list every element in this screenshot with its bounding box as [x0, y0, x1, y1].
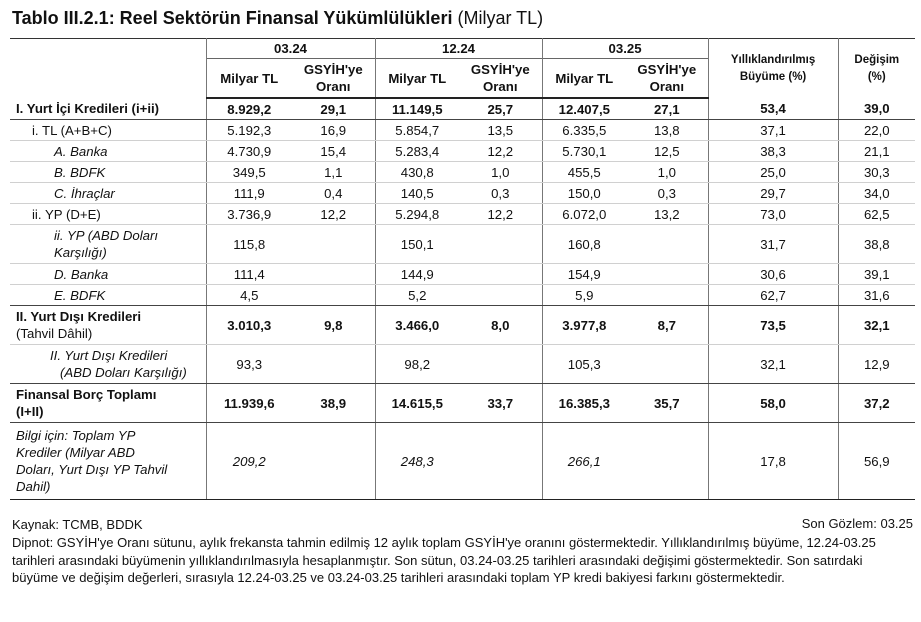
cell-gdp-1224: 1,0 — [459, 162, 542, 183]
cell-gdp-0325: 13,8 — [626, 120, 708, 141]
cell-tl-1224: 98,2 — [375, 345, 459, 384]
table-row — [10, 384, 915, 423]
header-tl-2: Milyar TL — [375, 59, 459, 99]
cell-tl-0324: 111,4 — [206, 264, 292, 285]
header-period-2: 12.24 — [375, 39, 542, 59]
cell-gdp-0324 — [292, 345, 375, 384]
cell-tl-0325: 455,5 — [542, 162, 626, 183]
table-row — [10, 120, 915, 141]
cell-gdp-0324: 29,1 — [292, 98, 375, 120]
cell-gdp-0324: 38,9 — [292, 384, 375, 423]
cell-tl-1224: 144,9 — [375, 264, 459, 285]
cell-growth: 30,6 — [708, 264, 838, 285]
cell-gdp-0324 — [292, 285, 375, 306]
cell-change: 34,0 — [838, 183, 915, 204]
row-label-line: (ABD Doları Karşılığı) — [60, 365, 187, 380]
table-row — [10, 98, 915, 120]
cell-change: 32,1 — [838, 306, 915, 345]
cell-gdp-1224 — [459, 423, 542, 500]
row-label-line: ii. YP (ABD Doları — [54, 228, 159, 243]
cell-gdp-0324 — [292, 225, 375, 264]
cell-growth: 17,8 — [708, 423, 838, 500]
table-row — [10, 345, 915, 384]
last-observation: Son Gözlem: 03.25 — [801, 516, 913, 531]
row-label: i. TL (A+B+C) — [10, 120, 206, 141]
row-label-line: (I+II) — [16, 404, 44, 419]
row-label-line: Finansal Borç Toplamı — [16, 387, 157, 402]
cell-tl-0325: 150,0 — [542, 183, 626, 204]
row-label: B. BDFK — [10, 162, 206, 183]
cell-tl-0324: 209,2 — [206, 423, 292, 500]
cell-tl-0324: 3.736,9 — [206, 204, 292, 225]
cell-gdp-0324: 1,1 — [292, 162, 375, 183]
cell-growth: 25,0 — [708, 162, 838, 183]
table-row — [10, 306, 915, 345]
cell-tl-1224: 5,2 — [375, 285, 459, 306]
cell-change: 39,0 — [838, 98, 915, 120]
cell-tl-0325: 6.335,5 — [542, 120, 626, 141]
cell-gdp-1224: 12,2 — [459, 141, 542, 162]
cell-tl-1224: 5.854,7 — [375, 120, 459, 141]
cell-tl-1224: 140,5 — [375, 183, 459, 204]
table-row — [10, 225, 915, 264]
cell-tl-1224: 248,3 — [375, 423, 459, 500]
cell-gdp-0325 — [626, 264, 708, 285]
row-label — [10, 345, 206, 384]
table-row — [10, 285, 915, 306]
row-label: C. İhraçlar — [10, 183, 206, 204]
cell-change: 22,0 — [838, 120, 915, 141]
cell-tl-0324: 115,8 — [206, 225, 292, 264]
cell-gdp-1224: 25,7 — [459, 98, 542, 120]
table-row — [10, 141, 915, 162]
cell-tl-0324: 349,5 — [206, 162, 292, 183]
cell-gdp-1224: 33,7 — [459, 384, 542, 423]
cell-growth: 32,1 — [708, 345, 838, 384]
cell-tl-1224: 150,1 — [375, 225, 459, 264]
row-label: A. Banka — [10, 141, 206, 162]
cell-gdp-0324 — [292, 264, 375, 285]
cell-tl-0324: 5.192,3 — [206, 120, 292, 141]
cell-gdp-1224: 13,5 — [459, 120, 542, 141]
cell-growth: 38,3 — [708, 141, 838, 162]
row-label — [10, 384, 206, 423]
cell-gdp-1224 — [459, 225, 542, 264]
header-tl-1: Milyar TL — [206, 59, 292, 99]
cell-gdp-1224 — [459, 264, 542, 285]
table-row — [10, 264, 915, 285]
cell-gdp-0325: 35,7 — [626, 384, 708, 423]
cell-gdp-0325: 1,0 — [626, 162, 708, 183]
cell-gdp-1224: 0,3 — [459, 183, 542, 204]
row-label-line: (Tahvil Dâhil) — [16, 326, 93, 341]
cell-growth: 73,0 — [708, 204, 838, 225]
header-tl-3: Milyar TL — [542, 59, 626, 99]
cell-growth: 58,0 — [708, 384, 838, 423]
cell-change: 38,8 — [838, 225, 915, 264]
cell-gdp-1224 — [459, 345, 542, 384]
cell-change: 39,1 — [838, 264, 915, 285]
header-period-row — [10, 39, 915, 59]
cell-change: 30,3 — [838, 162, 915, 183]
cell-growth: 37,1 — [708, 120, 838, 141]
cell-tl-1224: 14.615,5 — [375, 384, 459, 423]
cell-growth: 73,5 — [708, 306, 838, 345]
cell-gdp-0325: 12,5 — [626, 141, 708, 162]
row-label-line: II. Yurt Dışı Kredileri — [16, 309, 142, 324]
row-label — [10, 423, 206, 500]
row-label — [10, 225, 206, 264]
cell-change: 31,6 — [838, 285, 915, 306]
cell-gdp-1224: 12,2 — [459, 204, 542, 225]
row-label-line: Doları, Yurt Dışı YP Tahvil — [16, 462, 168, 477]
row-label-line: Bilgi için: Toplam YP — [16, 428, 136, 443]
cell-change: 12,9 — [838, 345, 915, 384]
source-note: Kaynak: TCMB, BDDK — [12, 517, 143, 532]
cell-gdp-0324: 12,2 — [292, 204, 375, 225]
cell-tl-0324: 3.010,3 — [206, 306, 292, 345]
cell-growth: 29,7 — [708, 183, 838, 204]
header-blank-cell — [10, 39, 206, 99]
cell-tl-0325: 154,9 — [542, 264, 626, 285]
table-title — [12, 8, 543, 29]
cell-tl-0325: 5.730,1 — [542, 141, 626, 162]
cell-gdp-1224 — [459, 285, 542, 306]
cell-tl-1224: 430,8 — [375, 162, 459, 183]
cell-tl-0325: 266,1 — [542, 423, 626, 500]
header-gdp-1: GSYİH'ye Oranı — [292, 59, 375, 99]
cell-gdp-0325 — [626, 285, 708, 306]
table-row — [10, 204, 915, 225]
cell-change: 37,2 — [838, 384, 915, 423]
row-label — [10, 306, 206, 345]
cell-change: 21,1 — [838, 141, 915, 162]
cell-gdp-0324 — [292, 423, 375, 500]
header-period-1: 03.24 — [206, 39, 375, 59]
financial-liabilities-table — [10, 38, 915, 500]
row-label: D. Banka — [10, 264, 206, 285]
row-label-line: II. Yurt Dışı Kredileri — [50, 348, 168, 363]
header-change: Değişim (%) — [838, 39, 915, 99]
cell-gdp-1224: 8,0 — [459, 306, 542, 345]
cell-tl-1224: 11.149,5 — [375, 98, 459, 120]
cell-tl-0325: 5,9 — [542, 285, 626, 306]
row-label-line: Dahil) — [16, 479, 51, 494]
cell-tl-0325: 105,3 — [542, 345, 626, 384]
cell-tl-0324: 4,5 — [206, 285, 292, 306]
cell-tl-0325: 160,8 — [542, 225, 626, 264]
table-title-main: Tablo III.2.1: Reel Sektörün Finansal Yükümlülükleri — [12, 8, 453, 28]
cell-gdp-0324: 15,4 — [292, 141, 375, 162]
cell-gdp-0325: 0,3 — [626, 183, 708, 204]
cell-gdp-0325: 27,1 — [626, 98, 708, 120]
cell-gdp-0325 — [626, 423, 708, 500]
header-gdp-3: GSYİH'ye Oranı — [626, 59, 708, 99]
cell-tl-0324: 4.730,9 — [206, 141, 292, 162]
cell-growth: 31,7 — [708, 225, 838, 264]
header-growth: Yıllıklandırılmış Büyüme (%) — [708, 39, 838, 99]
cell-gdp-0325: 13,2 — [626, 204, 708, 225]
cell-tl-0324: 11.939,6 — [206, 384, 292, 423]
table-row — [10, 423, 915, 500]
cell-tl-0324: 8.929,2 — [206, 98, 292, 120]
cell-gdp-0325 — [626, 225, 708, 264]
cell-tl-0324: 93,3 — [206, 345, 292, 384]
cell-gdp-0324: 16,9 — [292, 120, 375, 141]
cell-tl-0325: 16.385,3 — [542, 384, 626, 423]
table-row — [10, 162, 915, 183]
table-title-unit: (Milyar TL) — [452, 8, 544, 28]
row-label: I. Yurt İçi Kredileri (i+ii) — [10, 98, 206, 120]
cell-growth: 53,4 — [708, 98, 838, 120]
row-label: E. BDFK — [10, 285, 206, 306]
header-period-3: 03.25 — [542, 39, 708, 59]
table-row — [10, 183, 915, 204]
header-gdp-2: GSYİH'ye Oranı — [459, 59, 542, 99]
cell-change: 62,5 — [838, 204, 915, 225]
cell-gdp-0325 — [626, 345, 708, 384]
row-label-line: Krediler (Milyar ABD — [16, 445, 135, 460]
cell-growth: 62,7 — [708, 285, 838, 306]
cell-tl-1224: 3.466,0 — [375, 306, 459, 345]
cell-gdp-0325: 8,7 — [626, 306, 708, 345]
row-label-line: Karşılığı) — [54, 245, 107, 260]
footnote: Dipnot: GSYİH'ye Oranı sütunu, aylık frekansta tahmin edilmiş 12 aylık toplam GSYİH'ye oranını göstermektedir. Yıllıklandırılmış büyüme, 12.24-03.25 tarihleri arasındaki büyümenin yıllıklandırılmasıyla hesaplanmıştır. Son sütun, 03.24-03.25 tarihleri arasındaki değişimi göstermektedir. Son satırdaki büyüme ve değişim değerleri, sırasıyla 12.24-03.25 ve 03.24-03.25 tarihleri arasındaki toplam YP kredi bakiyesi farkını göstermektedir. — [12, 535, 876, 585]
cell-gdp-0324: 0,4 — [292, 183, 375, 204]
row-label: ii. YP (D+E) — [10, 204, 206, 225]
cell-change: 56,9 — [838, 423, 915, 500]
cell-tl-0324: 111,9 — [206, 183, 292, 204]
cell-tl-0325: 3.977,8 — [542, 306, 626, 345]
cell-gdp-0324: 9,8 — [292, 306, 375, 345]
cell-tl-1224: 5.283,4 — [375, 141, 459, 162]
cell-tl-0325: 6.072,0 — [542, 204, 626, 225]
cell-tl-1224: 5.294,8 — [375, 204, 459, 225]
cell-tl-0325: 12.407,5 — [542, 98, 626, 120]
